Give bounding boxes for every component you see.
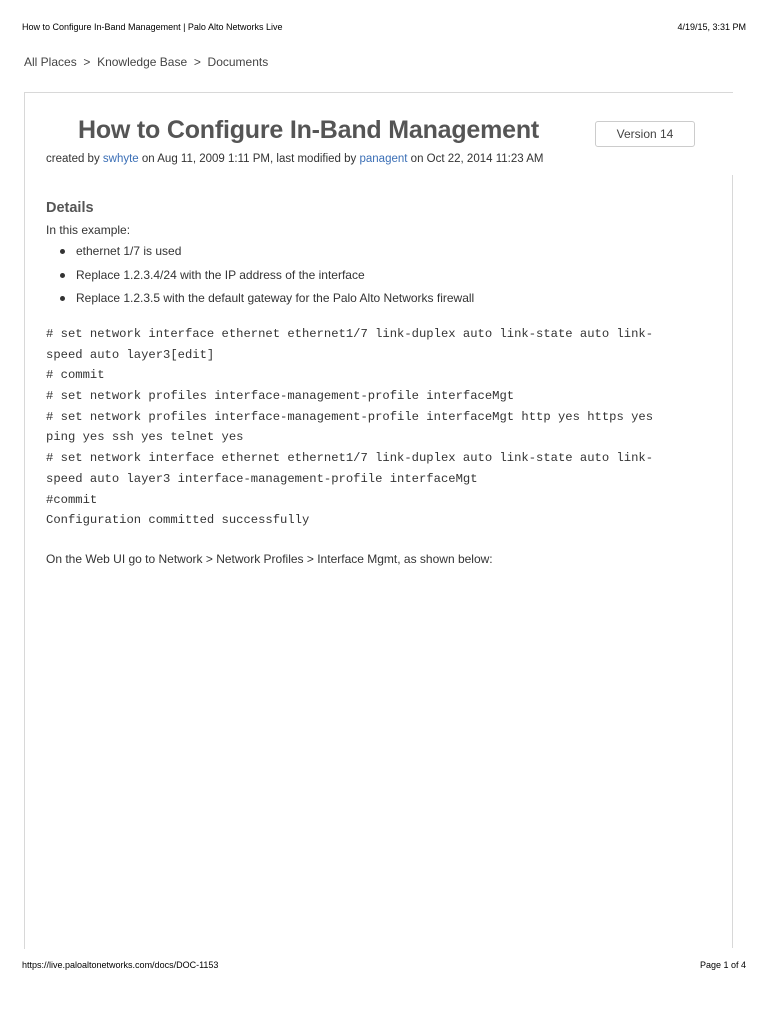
print-footer [22,960,746,974]
code-line: # set network interface ethernet ethernet1/7 link-duplex auto link-state auto link- [46,451,654,466]
bullet-list [46,241,474,312]
created-by-label: created by [46,153,100,165]
creator-link[interactable]: swhyte [102,153,139,165]
created-on-text: on Aug 11, 2009 1:11 PM, last modified by [141,153,357,165]
code-line: # set network profiles interface-management-profile interfaceMgt [46,389,515,404]
breadcrumb-item-all-places[interactable]: All Places [24,55,77,69]
breadcrumb-item-documents[interactable]: Documents [207,55,269,69]
code-line: speed auto layer3 interface-management-profile interfaceMgt [46,471,478,486]
modified-on-text: on Oct 22, 2014 11:23 AM [410,153,544,165]
list-item [46,241,474,265]
list-item-text: ethernet 1/7 is used [76,244,182,258]
web-ui-instruction: On the Web UI go to Network > Network Profiles > Interface Mgmt, as shown below: [46,552,493,566]
breadcrumb-separator-glyph: > [193,55,201,69]
bullet-icon [60,249,65,254]
page-number: Page 1 of 4 [699,960,746,970]
list-item-text: Replace 1.2.3.5 with the default gateway for the Palo Alto Networks firewall [76,291,475,305]
code-line: # set network interface ethernet ethernet1/7 link-duplex auto link-state auto link- [46,327,654,341]
code-line: ping yes ssh yes telnet yes [46,430,244,445]
code-line: # commit [46,368,105,383]
code-line: #commit [46,492,98,507]
list-item [46,265,474,289]
page-title: How to Configure In-Band Management [78,116,540,144]
document-meta [46,153,543,165]
breadcrumb-separator [80,55,94,69]
bullet-icon [60,273,65,278]
code-line: speed auto layer3[edit] [46,347,215,362]
modifier-link[interactable]: panagent [359,153,408,165]
print-header-date: 4/19/15, 3:31 PM [677,22,746,32]
intro-text: In this example: [46,223,131,237]
print-header-title: How to Configure In-Band Management | Palo Alto Networks Live [22,22,283,32]
breadcrumb-separator-glyph: > [83,55,91,69]
section-title-details: Details [46,200,94,216]
print-header [22,22,746,36]
code-line: # set network profiles interface-management-profile interfaceMgt http yes https yes [46,409,654,424]
list-item-text: Replace 1.2.3.4/24 with the IP address of the interface [76,267,365,282]
version-badge[interactable]: Version 14 [595,121,695,147]
breadcrumb-item-knowledge-base[interactable]: Knowledge Base [97,55,188,69]
bullet-icon [60,296,65,301]
print-footer-url: https://live.paloaltonetworks.com/docs/DOC-1153 [22,960,219,970]
breadcrumb-separator [191,55,205,69]
document-frame-right-border [732,175,733,948]
list-item [46,288,474,312]
breadcrumb [24,55,268,69]
code-line: Configuration committed successfully [46,513,310,528]
cli-code-block [46,324,706,531]
